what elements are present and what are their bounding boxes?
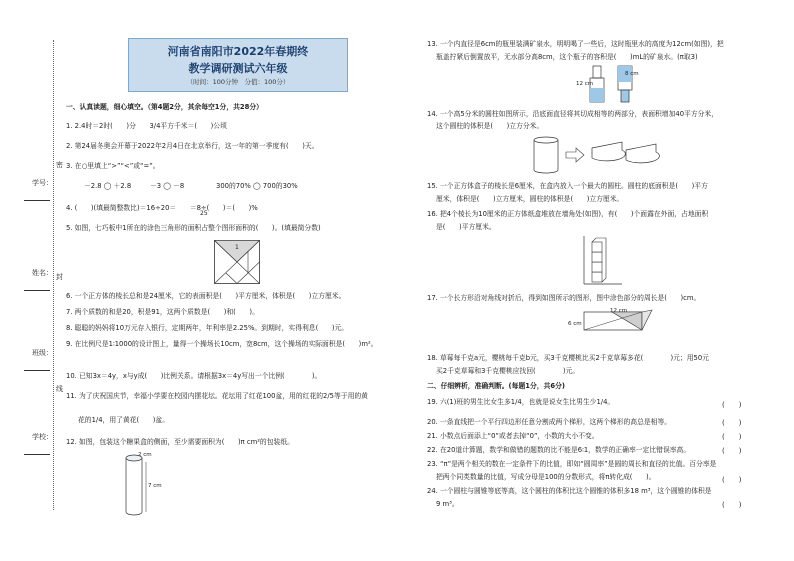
question-15-line1: 15. 一个正方体盒子的棱长是6厘米，在盒内放入一个最大的圆柱。圆柱的底面积是( )平方 [427,182,708,190]
answer-21[interactable]: ( ) [722,433,742,441]
question-11-line1: 11. 为了庆祝国庆节，幸福小学要在校园内摆花坛。花坛用了红花100盆，用的红花的2/5等于用的黄 [66,392,368,400]
section-2-heading: 二、仔细辨析，准确判断。(每题1分，共6分) [427,382,566,390]
answer-20[interactable]: ( ) [722,419,742,427]
question-24-line1: 24. 一个圆柱与圆锥等底等高，这个圆柱的体积比这个圆锥的体积多18 m³，这个圆锥的体积是 [427,487,712,495]
question-9: 9. 在比例尺是1∶1000的设计图上，量得一个操场长10cm，宽8cm，这个操场的实际面积是( )m²。 [66,340,378,348]
tangram-label: 1 [235,244,239,251]
student-id-label: 学号： [32,179,53,187]
question-17: 17. 一个长方形沿对角线对折后，得到如图所示的图形，图中涂色部分的周长是( )cm。 [427,294,701,302]
school-field[interactable] [24,454,50,455]
question-13-line2: 瓶盖拧紧后倒置放平，无水部分高8cm，这个瓶子的容积是( )mL的矿泉水。(π取3) [436,53,698,61]
question-3-item-1: －2.8 ◯ ＋2.8 [84,182,132,190]
question-24-line2: 9 m³。 [436,500,459,508]
title-line2: 教学调研测试六年级 [188,62,288,75]
candy-box-height: 7 cm [148,483,162,489]
question-4-denominator: 25 [200,210,208,217]
bottle-figure [588,64,648,104]
bottle-water-height: 12 cm [576,81,594,87]
answer-22[interactable]: ( ) [722,447,742,455]
rectangle-length: 12 cm [610,308,628,314]
question-19: 19. 六(1)班的男生比女生多1/4，也就是说女生比男生少1/4。 [427,398,615,406]
question-5: 5. 如图，七巧板中1所在的涂色三角形的面积占整个图形面积的( )。(填最简分数) [66,224,321,232]
question-15-line2: 厘米，体积是( )立方厘米，圆柱的体积是( )立方厘米。 [436,195,624,203]
question-3: 3. 在○里填上“>”“<”或“=”。 [66,162,160,170]
question-16-line2: 是( )平方厘米。 [436,223,496,231]
class-label: 班级： [32,349,53,357]
seal-mark-3: 线 [56,385,63,393]
seal-mark-2: 封 [56,273,63,281]
question-18-line1: 18. 草莓每千克a元，樱桃每千克b元，买3千克樱桃比买2千克草莓多花( )元；用50元 [427,354,709,362]
name-label: 姓名： [32,269,53,277]
school-label: 学校： [32,433,53,441]
question-10: 10. 已知3x＝4y，x与y成( )比例关系。请根据3x＝4y写出一个比例( )。 [66,372,322,380]
question-22: 22. 在20道计算题，数学和做错的题数的比不能是6∶1，数学的正确率一定比错误率高。 [427,446,691,454]
title-banner [128,38,348,92]
question-3-item-2: －3 ◯ －8 [150,182,185,190]
question-8: 8. 聪聪的妈妈将10万元存入银行，定期两年，年利率是2.25%。到期时，实得利息( )元。 [66,324,349,332]
answer-23[interactable]: ( ) [722,476,742,484]
question-11-line2: 花的1/4，用了黄花( )盆。 [78,416,170,424]
answer-24[interactable]: ( ) [722,501,742,509]
seal-mark-1: 密 [56,161,63,169]
question-23-line1: 23. “π”是两个相关的数在一定条件下的比值，即如“圆周率”是圆的周长和直径的比值。百分率是 [427,460,717,468]
question-16-line1: 16. 把4个棱长为10厘米的正方体纸盒堆放在墙角处(如图)，有( )个面露在外面，占地面积 [427,210,709,218]
question-18-line2: 买2千克草莓和3千克樱桃应找回( )元。 [436,367,580,375]
exam-info: （时间：100分钟 分值：100分） [186,78,290,86]
question-4: 4. ( )(填最简整数比)＝16÷20＝ ＝8÷( )＝( )% [66,204,258,212]
question-3-item-3: 300的70% ◯ 700的30% [216,182,298,190]
question-7: 7. 两个质数的和是20，积是91，这两个质数是( )和( )。 [66,308,259,316]
question-21: 21. 小数点后面添上“0”或者去掉“0”，小数的大小不变。 [427,432,599,440]
stacked-cubes-figure [582,234,626,288]
question-1: 1. 2.4时＝2时( )分 3/4平方千米＝( )公顷 [66,122,227,130]
question-12: 12. 如图，包装这个糖果盒的侧面，至少需要面积为( )π cm²的包装纸。 [66,438,294,446]
question-23-line2: 把两个同类数量的比值，写成分母是100的分数形式，将π转化成( )。 [436,473,656,481]
bottle-empty-height: 8 cm [625,71,639,77]
question-6: 6. 一个正方体的棱长总和是24厘米，它的表面积是( )平方厘米，体积是( )立方厘米。 [66,292,346,300]
question-14-line1: 14. 一个高5分米的圆柱如图所示，沿底面直径将其切成相等的两部分，表面积增加40平方分米， [427,110,719,118]
cylinder-cut-figure [530,136,660,176]
binding-line [53,40,54,510]
rectangle-width: 6 cm [568,321,582,327]
question-14-line2: 这个圆柱的体积是( )立方分米。 [436,122,544,130]
name-field[interactable] [24,290,50,291]
answer-19[interactable]: ( ) [722,401,742,409]
question-2: 2. 第24届冬奥会开幕于2022年2月4日在北京举行，这一年的第一季度有( )天。 [66,142,319,150]
title-line1: 河南省南阳市2022年春期终 [167,45,309,58]
candy-box-diameter: 2 cm [138,452,152,458]
question-13-line1: 13. 一个内直径是6cm的瓶里装满矿泉水，明明喝了一些后，这时瓶里水的高度为12cm(如图)，把 [427,40,724,48]
question-20: 20. 一条直线把一个平行四边形任意分割成两个梯形，这两个梯形的高总是相等。 [427,418,672,426]
class-field[interactable] [24,370,50,371]
student-id-field[interactable] [24,200,50,201]
section-1-heading: 一、认真读题，细心填空。（第4题2分，其余每空1分，共28分） [66,103,263,111]
